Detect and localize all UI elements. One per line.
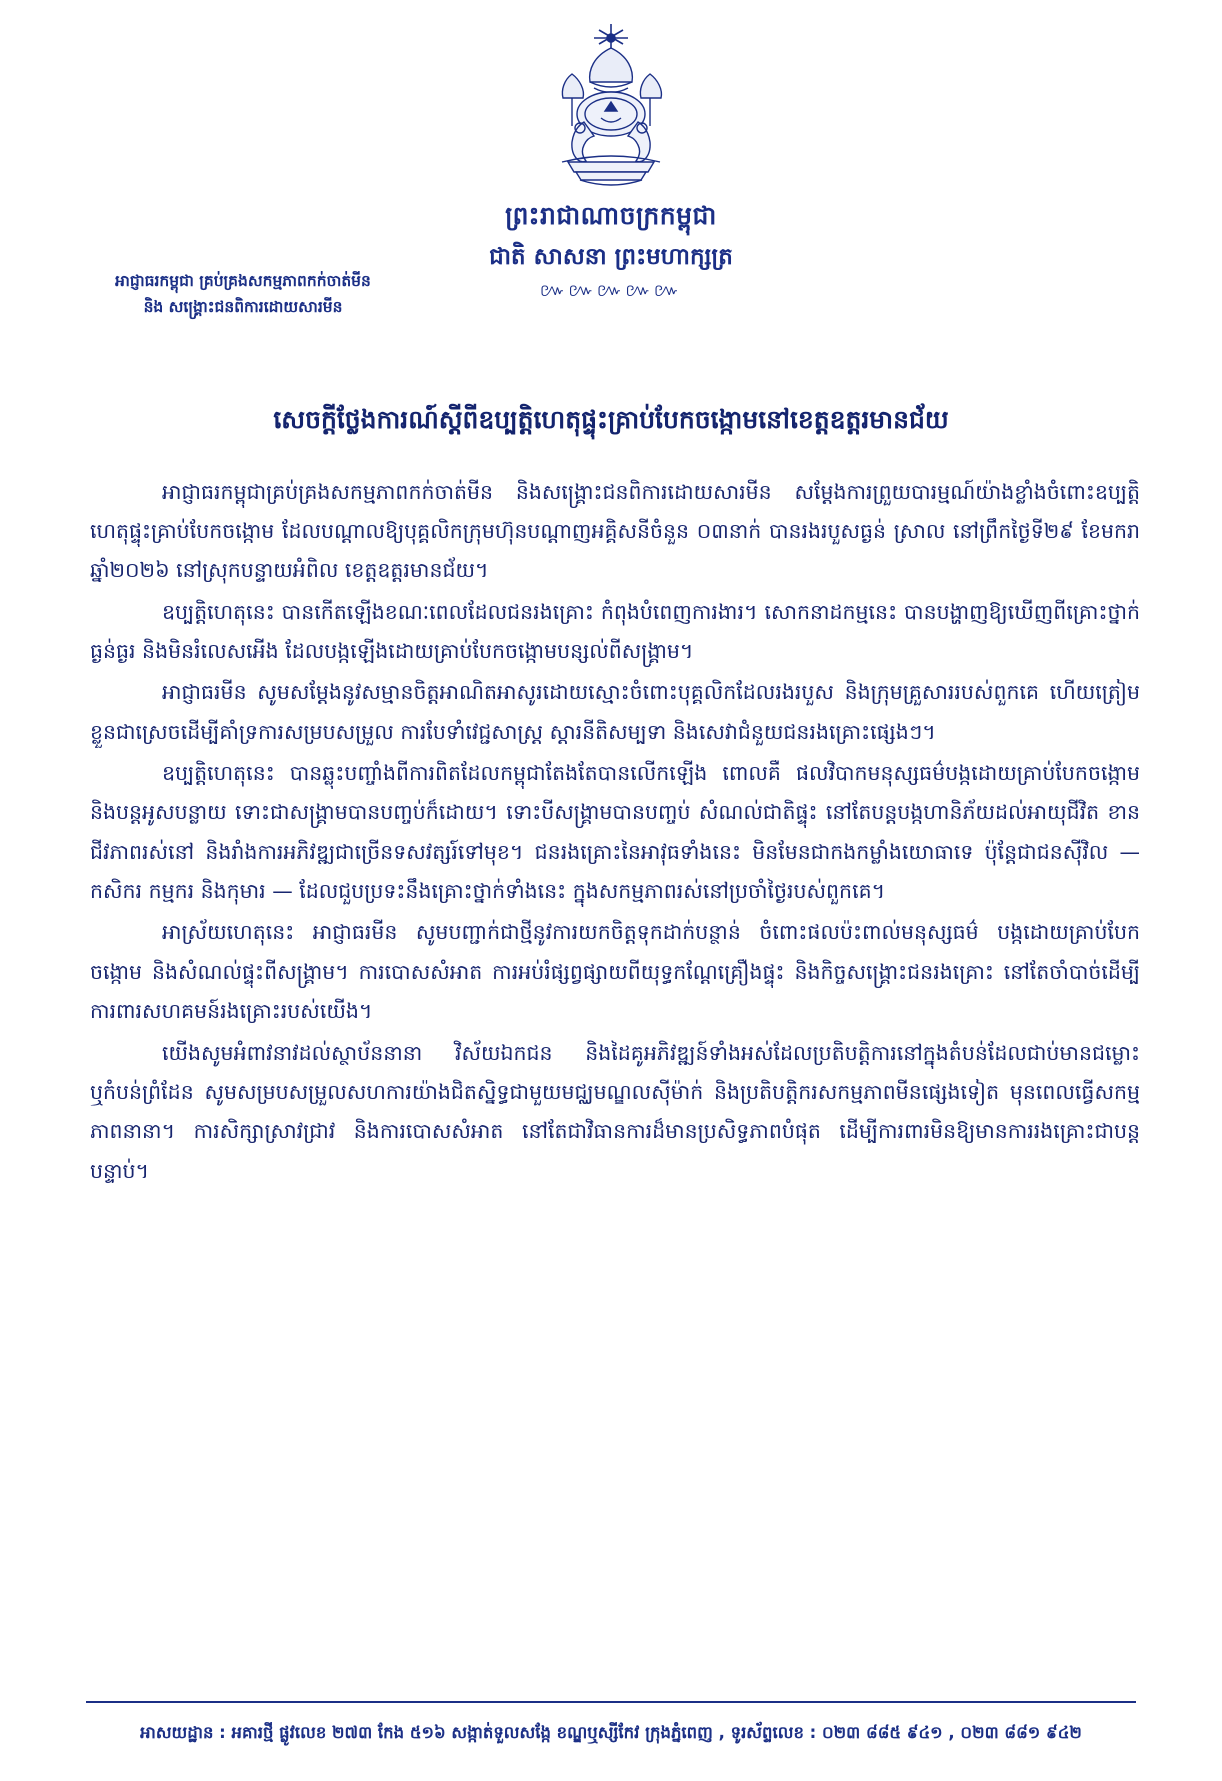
organization-line-2: និង សង្គ្រោះជនពិការដោយសារមីន (143, 298, 343, 317)
flourish-ornament: ៚៚៚៚៚ (539, 280, 683, 301)
paragraph: អាស្រ័យហេតុនេះ អាជ្ញាធរមីន សូមបញ្ជាក់ជាថ្មីនូវការយកចិត្តទុកដាក់បន្ថាន់ ចំពោះផលប៉ះពាល់មនុស្សធម៌ បង្កដោយគ្រាប់បែកចង្កោម និងសំណល់ផ្ទុះពីសង្គ្រាម។ ការបោសសំអាត ការអប់រំផ្សព្វផ្សាយពីយុទ្ធកណ្តែគ្រឿងផ្ទុះ និងកិច្ចសង្គ្រោះជនរងគ្រោះ នៅតែចាំបាច់ដើម្បីការពារសហគមន៍រងគ្រោះរបស់យើង។ (90, 920, 1140, 1024)
page-title: សេចក្តីថ្លែងការណ៍ស្តីពីឧប្បត្តិហេតុផ្ទុះគ្រាប់បែកចង្កោមនៅខេត្តឧត្តរមានជ័យ (273, 405, 949, 434)
paragraph: អាជ្ញាធរមីន សូមសម្តែងនូវសម្មានចិត្តអាណិតអាសូរដោយស្មោះចំពោះបុគ្គលិកដែលរងរបួស និងក្រុមគ្រួសាររបស់ពួកគេ ហើយត្រៀមខ្លួនជាស្រេចដើម្បីគាំទ្រការសម្របសម្រួល ការបែទាំវេជ្ជសាស្ត្រ ស្តារនីតិសម្បទា និងសេវាជំនួយជនរងគ្រោះផ្សេងៗ។ (90, 680, 1140, 744)
footer-address: អាសយដ្ឋាន : អគារថ្មី ផ្លូវលេខ ២៧៣ កែង ៥១៦ សង្កាត់ទួលសង្កែ ខណ្ឌឬស្សីកែវ ក្រុងភ្នំពេញ , ទូរស័ព្ទលេខ : ០២៣ ៨៨៥ ៩៤១ , ០២៣ ៨៨១ ៩៤២ (140, 1723, 1082, 1742)
document-header (0, 0, 1222, 305)
kingdom-title: ព្រះរាជាណាចក្រកម្ពុជា (505, 201, 717, 230)
paragraph: ឧប្បត្តិហេតុនេះ បានឆ្លុះបញ្ចាំងពីការពិតដែលកម្ពុជាតែងតែបានលើកឡើង ពោលគឺ ផលវិបាកមនុស្សធម៌បង្កដោយគ្រាប់បែកចង្កោម និងបន្តអូសបន្លាយ ទោះជាសង្គ្រាមបានបញ្ចប់ក៏ដោយ។ ទោះបីសង្គ្រាមបានបញ្ចប់ សំណល់ជាតិផ្ទុះ នៅតែបន្តបង្កហានិភ័យដល់អាយុជីវិត ខានជីវភាពរស់នៅ និងរាំងការអភិវឌ្ឍជាច្រើនទសវត្សរ៍ទៅមុខ។ ជនរងគ្រោះនៃអាវុធទាំងនេះ មិនមែនជាកងកម្លាំងយោធាទេ ប៉ុន្តែជាជនស៊ីវិល — កសិករ កម្មករ និងកុមារ — ដែលជួបប្រទះនឹងគ្រោះថ្នាក់ទាំងនេះ ក្នុងសកម្មភាពរស់នៅប្រចាំថ្ងៃរបស់ពួកគេ។ (90, 761, 1140, 904)
footer-divider (86, 1701, 1136, 1703)
document-body (0, 473, 1222, 1191)
paragraph: យើងសូមអំពាវនាវដល់ស្ថាប័ននានា វិស័យឯកជន និងដៃគូអភិវឌ្ឍន៍ទាំងអស់ដែលប្រតិបត្តិការនៅក្នុងតំបន់ដែលជាប់មានជម្លោះ ឬកំបន់ព្រំដែន សូមសម្របសម្រួលសហការយ៉ាងជិតស្និទ្ធជាមួយមជ្ឈមណ្ឌលស៊ីម៉ាក់ និងប្រតិបត្តិករសកម្មភាពមីនផ្សេងទៀត មុនពេលធ្វើសកម្មភាពនានា។ ការសិក្សាស្រាវជ្រាវ និងការបោសសំអាត នៅតែជាវិធានការដ៏មានប្រសិទ្ធភាពបំផុត ដើម្បីការពារមិនឱ្យមានការរងគ្រោះជាបន្តបន្ទាប់។ (90, 1040, 1140, 1183)
organization-name (78, 268, 408, 321)
paragraph: ឧប្បត្តិហេតុនេះ បានកើតឡើងខណៈពេលដែលជនរងគ្រោះ កំពុងបំពេញការងារ។ សោកនាដកម្មនេះ បានបង្ហាញឱ្យឃើញពីគ្រោះថ្នាក់ធ្ងន់ធ្ងរ និងមិនរំលេសអើង ដែលបង្កឡើងដោយគ្រាប់បែកចង្កោមបន្សល់ពីសង្គ្រាម។ (90, 599, 1140, 663)
organization-line-1: អាជ្ញាធរកម្ពុជា គ្រប់គ្រងសកម្មភាពកក់ចាត់មីន (115, 272, 371, 290)
national-motto: ជាតិ សាសនា ព្រះមហាក្សត្រ (489, 244, 733, 270)
paragraph: អាជ្ញាធរកម្ពុជាគ្រប់គ្រងសកម្មភាពកក់ចាត់មីន និងសង្គ្រោះជនពិការដោយសារមីន សម្តែងការព្រួយបារម្មណ៍យ៉ាងខ្លាំងចំពោះឧប្បត្តិហេតុផ្ទុះគ្រាប់បែកចង្កោម ដែលបណ្តាលឱ្យបុគ្គលិកក្រុមហ៊ុនបណ្តាញអគ្គិសនីចំនួន ០៣នាក់ បានរងរបួសធ្ងន់ ស្រាល នៅព្រឹកថ្ងៃទី២៩ ខែមករា ឆ្នាំ២០២៦ នៅស្រុកបន្ទាយអំពិល ខេត្តឧត្តរមានជ័យ។ (90, 479, 1140, 583)
cambodia-royal-coat-of-arms-icon (506, 22, 716, 197)
